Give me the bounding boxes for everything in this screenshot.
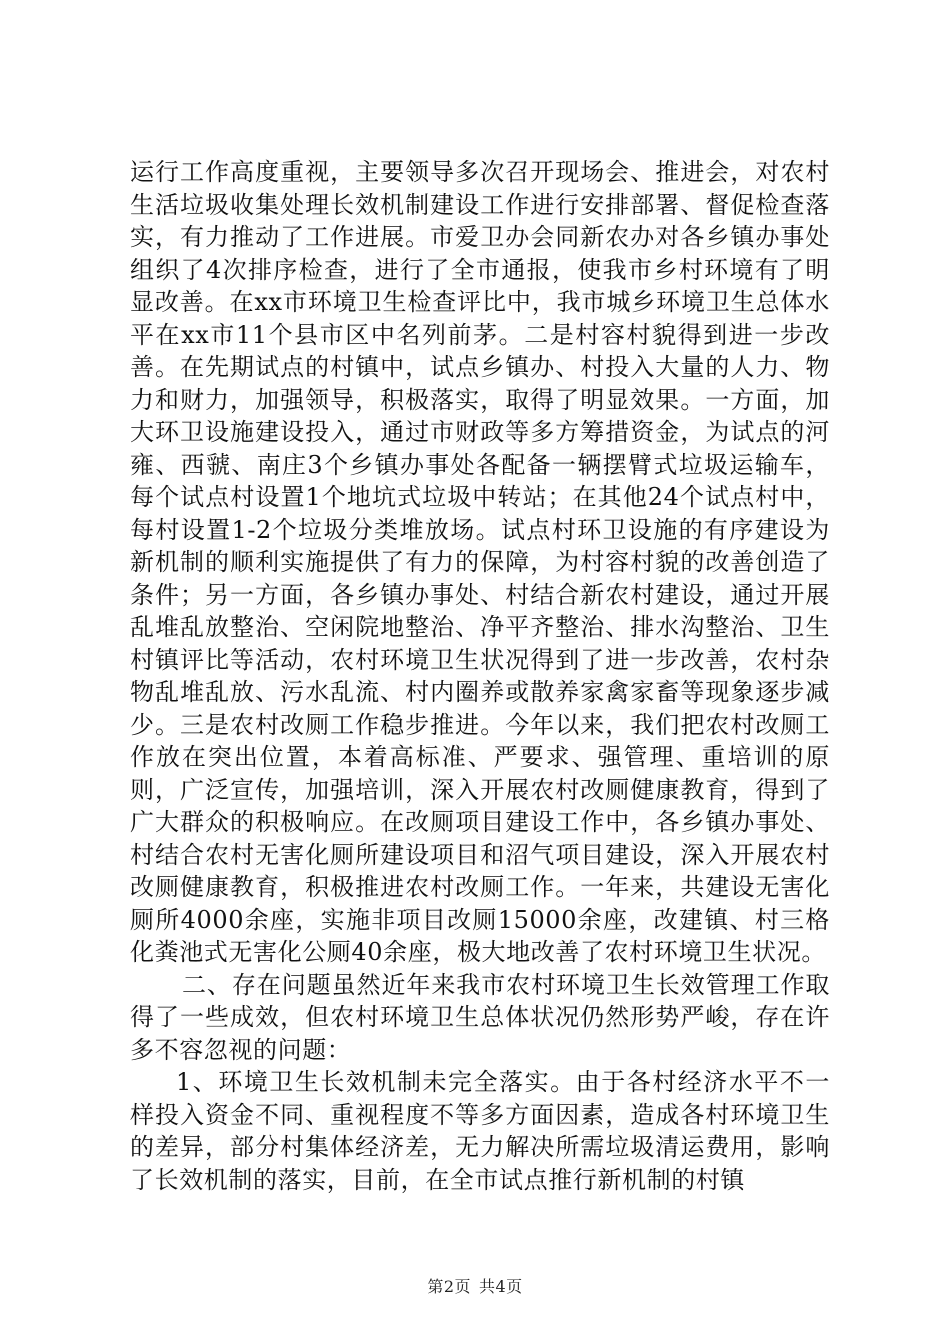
page-total: 共4页 [479, 1277, 523, 1296]
page-footer [0, 1274, 950, 1297]
paragraph-problem-1: 1、环境卫生长效机制未完全落实。由于各村经济水平不一样投入资金不同、重视程度不等多方面因素，造成各村环境卫生的差异，部分村集体经济差，无力解决所需垃圾清运费用，影响了长效机制的落实，目前，在全市试点推行新机制的村镇 [130, 1068, 830, 1194]
paragraph-work-progress: 运行工作高度重视，主要领导多次召开现场会、推进会，对农村生活垃圾收集处理长效机制建设工作进行安排部署、督促检查落实，有力推动了工作进展。市爱卫办会同新农办对各乡镇办事处组织了4次排序检查，进行了全市通报，使我市乡村环境有了明显改善。在xx市环境卫生检查评比中，我市城乡环境卫生总体水平在xx市11个县市区中名列前茅。二是村容村貌得到进一步改善。在先期试点的村镇中，试点乡镇办、村投入大量的人力、物力和财力，加强领导，积极落实，取得了明显效果。一方面，加大环卫设施建设投入，通过市财政等多方筹措资金，为试点的河雍、西虢、南庄3个乡镇办事处各配备一辆摆臂式垃圾运输车，每个试点村设置1个地坑式垃圾中转站；在其他24个试点村中，每村设置1-2个垃圾分类堆放场。试点村环卫设施的有序建设为新机制的顺利实施提供了有力的保障，为村容村貌的改善创造了条件；另一方面，各乡镇办事处、村结合新农村建设，通过开展乱堆乱放整治、空闲院地整治、净平齐整治、排水沟整治、卫生村镇评比等活动，农村环境卫生状况得到了进一步改善，农村杂物乱堆乱放、污水乱流、村内圈养或散养家禽家畜等现象逐步减少。三是农村改厕工作稳步推进。今年以来，我们把农村改厕工作放在突出位置，本着高标准、严要求、强管理、重培训的原则，广泛宣传，加强培训，深入开展农村改厕健康教育，得到了广大群众的积极响应。在改厕项目建设工作中，各乡镇办事处、村结合农村无害化厕所建设项目和沼气项目建设，深入开展农村改厕健康教育，积极推进农村改厕工作。一年来，共建设无害化厕所4000余座，实施非项目改厕15000余座，改建镇、村三格化粪池式无害化公厕40余座，极大地改善了农村环境卫生状况。 [130, 158, 830, 966]
document-body [130, 156, 830, 1196]
paragraph-existing-problems: 二、存在问题虽然近年来我市农村环境卫生长效管理工作取得了一些成效，但农村环境卫生总体状况仍然形势严峻，存在许多不容忽视的问题： [130, 970, 830, 1064]
page-number: 第2页 [427, 1277, 471, 1296]
